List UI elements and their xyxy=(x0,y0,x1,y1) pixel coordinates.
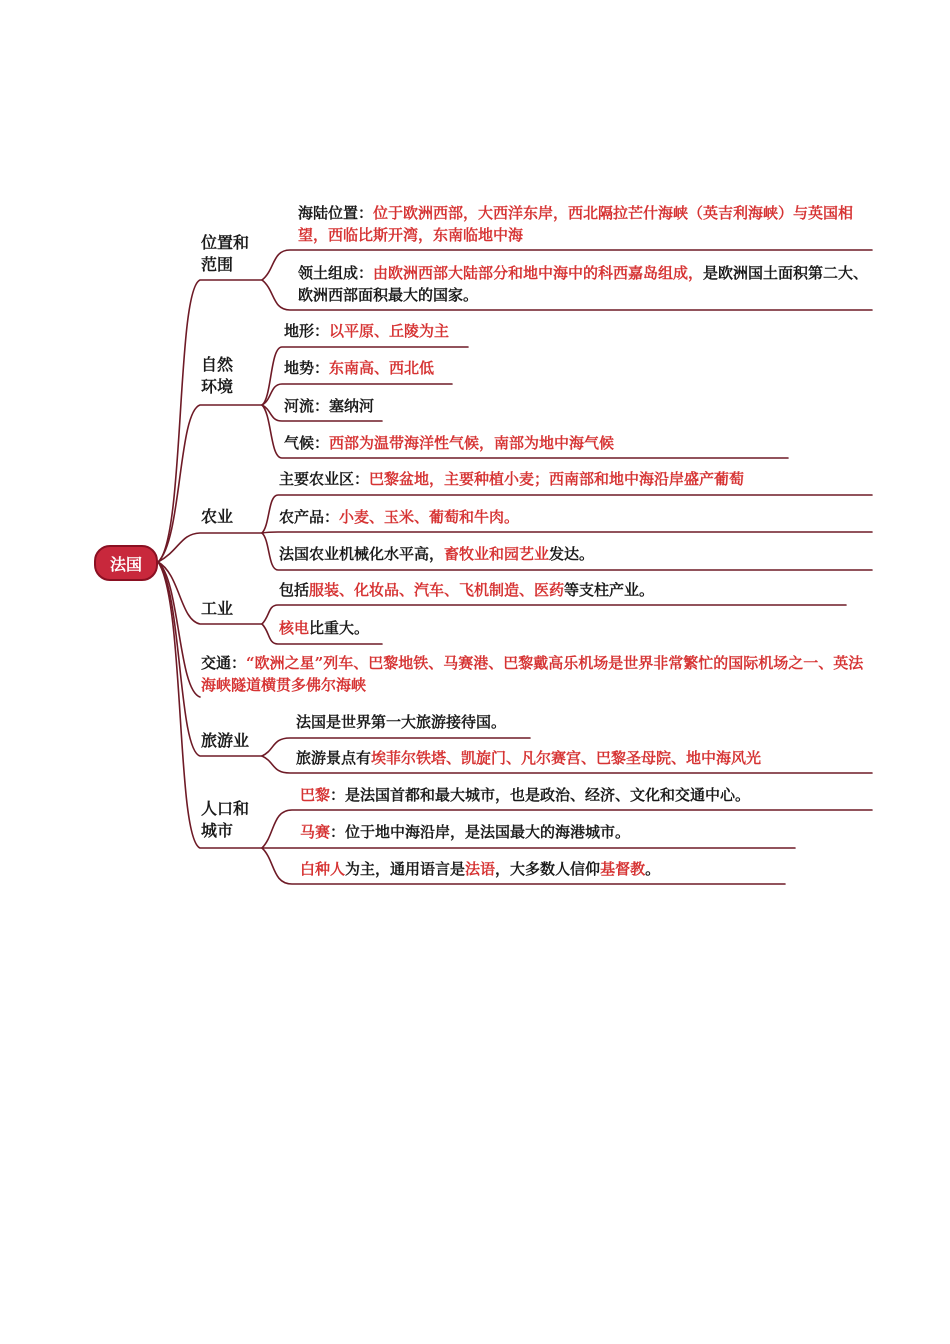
leaf-climate xyxy=(284,432,614,454)
leaf-value: 位于欧洲西部，大西洋东岸，西北隔拉芒什海峡（英吉利海峡）与英国相望，西临比斯开湾，东南临地中海 xyxy=(298,204,854,244)
leaf-text: 。 xyxy=(645,860,661,878)
leaf-value: 以平原、丘陵为主 xyxy=(329,322,450,340)
leaf-text: 等支柱产业。 xyxy=(564,581,655,599)
leaf-highlight: 法语 xyxy=(465,860,496,878)
leaf-text: 比重大。 xyxy=(309,619,370,637)
leaf-highlight: 核电 xyxy=(279,619,310,637)
leaf-agri-zone xyxy=(279,468,744,490)
leaf-key: 河流： xyxy=(284,397,330,415)
leaf-value: “欧洲之星”列车、巴黎地铁、马赛港、巴黎戴高乐机场是世界非常繁忙的国际机场之一、英法海峡隧道横贯多佛尔海峡 xyxy=(201,654,864,694)
leaf-text: 法国农业机械化水平高， xyxy=(279,545,445,563)
leaf-nuclear xyxy=(279,617,369,639)
leaf-highlight: 马赛 xyxy=(300,823,331,841)
leaf-key: 海陆位置： xyxy=(298,204,374,222)
leaf-territory xyxy=(298,262,872,308)
leaf-river xyxy=(284,395,374,417)
leaf-highlight: 巴黎 xyxy=(300,786,331,804)
leaf-highlight: 白种人 xyxy=(300,860,346,878)
branch-tourism: 旅游业 xyxy=(201,731,250,750)
leaf-tourism-first: 法国是世界第一大旅游接待国。 xyxy=(296,713,507,731)
leaf-marseille xyxy=(300,821,630,843)
leaf-text: 旅游景点有 xyxy=(296,749,372,767)
branch-industry: 工业 xyxy=(201,599,234,618)
leaf-key: 领土组成： xyxy=(298,264,374,282)
leaf-key: 地势： xyxy=(284,359,330,377)
edge-agriculture xyxy=(158,533,262,562)
leaf-rest: 是欧洲国土面积第二大、欧洲西部面积最大的国家。 xyxy=(298,264,869,304)
leaf-text: 为主，通用语言是 xyxy=(345,860,466,878)
edge-nature xyxy=(158,405,262,562)
leaf-industry-pillars xyxy=(279,579,654,601)
branch-location: 位置和范围 xyxy=(201,233,250,274)
leaf-key: 农产品： xyxy=(279,508,340,526)
leaf-value: 小麦、玉米、葡萄和牛肉。 xyxy=(339,508,520,526)
leaf-value: 东南高、西北低 xyxy=(329,359,435,377)
branch-nature: 自然环境 xyxy=(201,355,234,396)
leaf-sea-land-position xyxy=(298,202,872,248)
leaf-text: 包括 xyxy=(279,581,310,599)
leaf-agri-mechanization xyxy=(279,543,594,565)
leaf-value: 西部为温带海洋性气候，南部为地中海气候 xyxy=(329,434,615,452)
leaf-text: 发达。 xyxy=(549,545,595,563)
branch-transport xyxy=(201,652,871,698)
edge-transport xyxy=(158,562,200,697)
leaf-key: 交通： xyxy=(201,654,247,672)
branch-agriculture: 农业 xyxy=(201,507,234,526)
leaf-text: ，大多数人信仰 xyxy=(495,860,601,878)
leaf-terrain xyxy=(284,320,449,342)
leaf-value: 巴黎盆地，主要种植小麦；西南部和地中海沿岸盛产葡萄 xyxy=(369,470,745,488)
leaf-highlight: 服装、化妆品、汽车、飞机制造、医药 xyxy=(309,581,565,599)
leaf-key: 气候： xyxy=(284,434,330,452)
leaf-slope xyxy=(284,357,434,379)
leaf-highlight: 埃菲尔铁塔、凯旋门、凡尔赛宫、巴黎圣母院、地中海风光 xyxy=(371,749,762,767)
leaf-paris xyxy=(300,784,750,806)
root-node-france: 法国 xyxy=(94,545,158,581)
leaf-highlight: 基督教 xyxy=(600,860,646,878)
leaf-value: 由欧洲西部大陆部分和地中海中的科西嘉岛组成， xyxy=(373,264,704,282)
leaf-text: ：位于地中海沿岸，是法国最大的海港城市。 xyxy=(330,823,631,841)
leaf-people xyxy=(300,858,660,880)
leaf-agri-products xyxy=(279,506,519,528)
leaf-text: ：是法国首都和最大城市，也是政治、经济、文化和交通中心。 xyxy=(330,786,751,804)
leaf-key: 地形： xyxy=(284,322,330,340)
branch-population: 人口和城市 xyxy=(201,799,250,840)
leaf-key: 主要农业区： xyxy=(279,470,370,488)
leaf-tourism-sights xyxy=(296,747,761,769)
leaf-value: 塞纳河 xyxy=(329,397,375,415)
leaf-highlight: 畜牧业和园艺业 xyxy=(444,545,550,563)
